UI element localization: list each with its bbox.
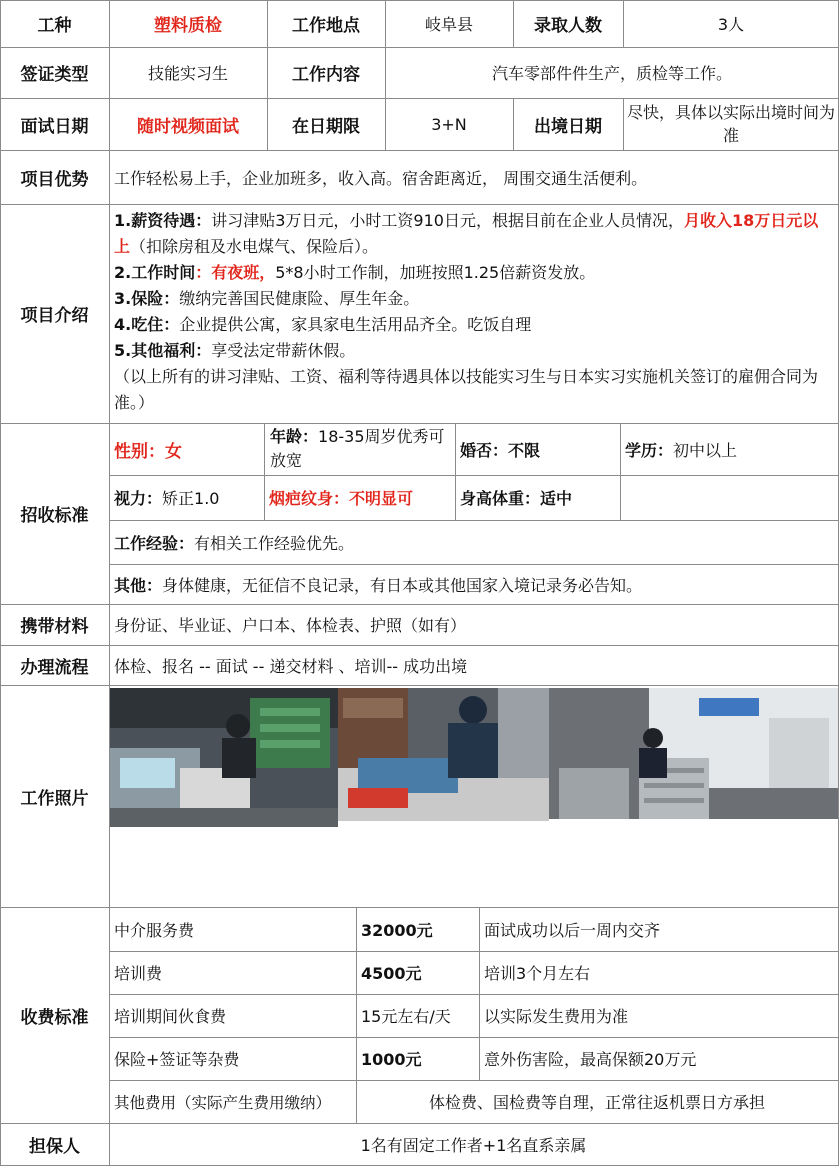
fee-note: 面试成功以后一周内交齐 [484, 920, 661, 940]
vision-cell [109, 475, 264, 520]
materials-label: 携带材料 [20, 617, 89, 637]
work-photo-3 [549, 688, 838, 819]
intro-other [114, 338, 834, 364]
intro-food [114, 312, 834, 338]
age-text: 18-35周岁优秀可放宽 [270, 427, 445, 470]
process-label: 办理流程 [20, 657, 89, 678]
advantage-text: 工作轻松易上手，企业加班多，收入高。宿舍距离近， 周围交通生活便利。 [114, 168, 648, 188]
fee-amount: 32000元 [361, 920, 433, 940]
job-type-label: 工种 [37, 16, 72, 36]
salary-head: 1.薪资待遇： [114, 211, 212, 230]
fees-label: 收费标准 [20, 1007, 89, 1028]
food-head: 4.吃住： [114, 315, 180, 334]
experience-cell [109, 520, 838, 564]
content-value: 汽车零部件件生产，质检等工作。 [491, 64, 732, 83]
visa-label: 签证类型 [20, 65, 89, 85]
fee-note: 以实际发生费用为准 [484, 1007, 629, 1026]
term-value: 3+N [431, 114, 467, 134]
fee-amount: 4500元 [361, 964, 422, 983]
fee-other-name: 其他费用（实际产生费用缴纳） [114, 1093, 332, 1112]
ins-head: 3.保险： [114, 289, 180, 308]
photos-label: 工作照片 [20, 788, 89, 809]
depart-label: 出境日期 [534, 116, 602, 137]
job-type-value: 塑料质检 [154, 16, 222, 36]
time-highlight: ：有夜班， [195, 263, 276, 282]
advantage-label: 项目优势 [20, 169, 89, 190]
vision-head: 视力： [114, 489, 163, 508]
salary-highlight: 月收入18万日元以上 [114, 211, 819, 256]
fee-name: 中介服务费 [114, 920, 195, 940]
interview-label: 面试日期 [20, 116, 89, 137]
other-criteria-text: 身体健康，无征信不良记录，有日本或其他国家入境记录务必告知。 [162, 575, 643, 595]
location-label: 工作地点 [292, 16, 360, 36]
term-label: 在日期限 [292, 116, 360, 137]
visa-value: 技能实习生 [147, 64, 228, 83]
intro-label: 项目介绍 [20, 306, 89, 326]
other-criteria-head: 其他： [114, 575, 163, 595]
fee-other-note: 体检费、国检费等自理，正常往返机票日方承担 [428, 1093, 765, 1112]
age-cell [270, 425, 452, 475]
intro-time [114, 260, 834, 286]
hires-label: 录取人数 [534, 16, 602, 36]
fee-amount: 15元左右/天 [361, 1007, 451, 1026]
materials-text: 身份证、毕业证、户口本、体检表、护照（如有） [114, 616, 467, 635]
criteria-label: 招收标准 [20, 506, 89, 526]
age-head: 年龄： [270, 427, 319, 446]
edu-text: 初中以上 [673, 440, 738, 460]
fee-amount: 1000元 [361, 1050, 422, 1069]
other-criteria-cell [109, 564, 838, 604]
intro-note: （以上所有的讲习津贴、工资、福利等待遇具体以技能实习生与日本实习实施机关签订的雇佣合同为准。） [114, 367, 819, 412]
tattoo-value: 烟疤纹身：不明显可 [269, 489, 414, 508]
exp-head: 工作经验： [114, 533, 195, 553]
salary-text: 讲习津贴3万日元，小时工资910日元，根据目前在企业人员情况， [211, 211, 684, 230]
work-photo-2 [338, 688, 549, 821]
content-label: 工作内容 [292, 65, 360, 85]
intro-body [114, 208, 834, 416]
fee-note: 意外伤害险，最高保额20万元 [484, 1050, 697, 1069]
food-text: 企业提供公寓，家具家电生活用品齐全。吃饭自理 [179, 315, 532, 334]
work-photo-1 [110, 688, 338, 827]
edu-head: 学历： [625, 440, 674, 460]
location-value: 岐阜县 [424, 15, 473, 34]
fee-note: 培训3个月左右 [484, 964, 591, 983]
fee-name: 培训费 [114, 964, 163, 983]
other-head: 5.其他福利： [114, 341, 212, 360]
salary-tail: （扣除房租及水电煤气、保险后）。 [130, 237, 379, 256]
interview-value: 随时视频面试 [137, 116, 239, 137]
process-text: 体检、报名 -- 面试 -- 递交材料 、培训-- 成功出境 [114, 656, 468, 676]
time-text: 5*8小时工作制，加班按照1.25倍薪资发放。 [275, 263, 596, 282]
depart-value: 尽快，具体以实际出境时间为准 [627, 103, 836, 145]
guarantor-text: 1名有固定工作者+1名直系亲属 [360, 1135, 587, 1155]
edu-cell [620, 423, 838, 475]
other-text: 享受法定带薪休假。 [211, 341, 356, 360]
intro-insurance [114, 286, 834, 312]
gender-value: 性别：女 [114, 441, 182, 462]
ins-text: 缴纳完善国民健康险、厚生年金。 [179, 289, 420, 308]
hires-value: 3人 [717, 15, 745, 34]
time-head: 2.工作时间 [114, 263, 196, 282]
vision-text: 矫正1.0 [162, 489, 220, 508]
height-value: 身高体重：适中 [460, 489, 573, 508]
intro-salary [114, 208, 834, 260]
fee-name: 保险+签证等杂费 [114, 1050, 240, 1069]
marital-value: 婚否：不限 [460, 440, 541, 460]
exp-text: 有相关工作经验优先。 [194, 533, 355, 553]
fee-name: 培训期间伙食费 [114, 1007, 227, 1026]
guarantor-label: 担保人 [29, 1136, 80, 1157]
